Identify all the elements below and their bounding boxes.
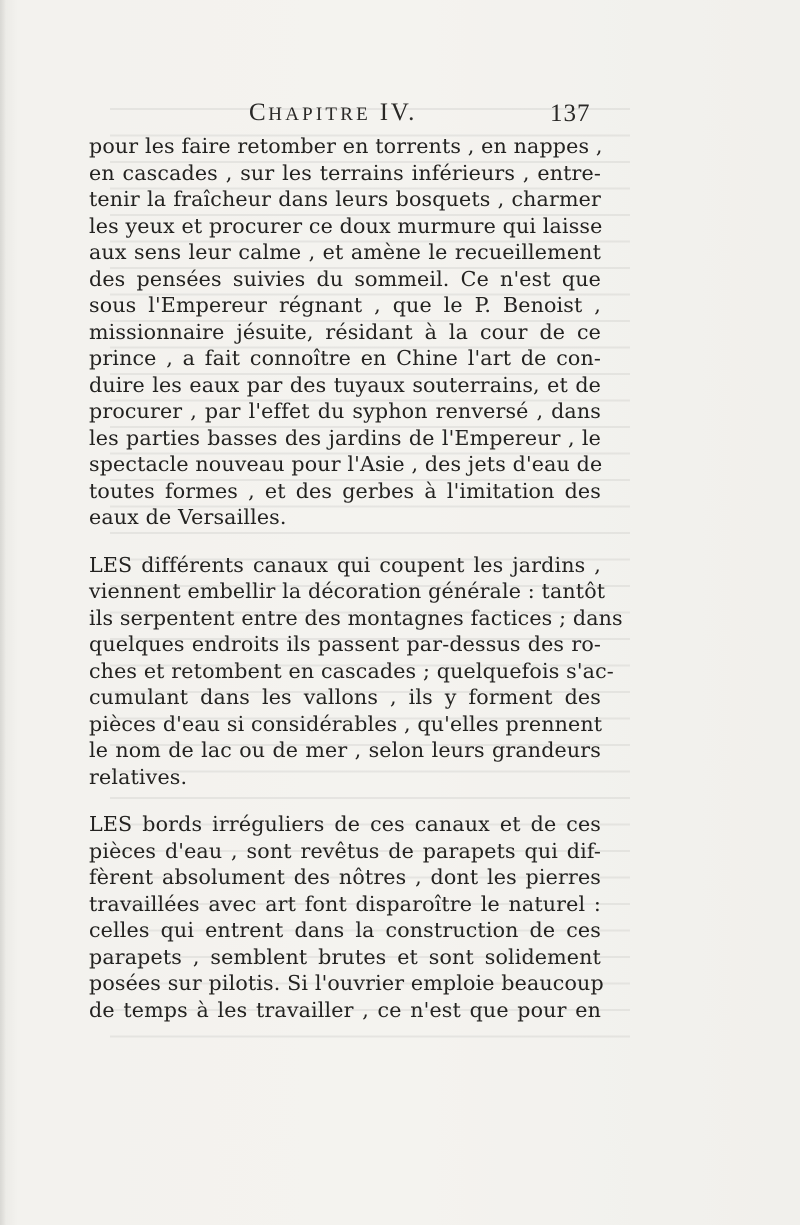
scan-shadow-edge: [0, 0, 6, 1225]
text-line: toutes formes , et des gerbes à l'imitation des: [89, 478, 601, 503]
chapter-number: IV.: [379, 99, 417, 126]
text-line: cumulant dans les vallons , ils y forment des: [89, 685, 601, 709]
text-line: prince , a fait connoître en Chine l'art de con-: [89, 346, 601, 370]
text-line: missionnaire jésuite, résidant à la cour de ce: [89, 319, 601, 344]
running-head: [249, 99, 417, 127]
text-line: pièces d'eau , sont revêtus de parapets qui dif-: [89, 838, 601, 863]
text-line: tenir la fraîcheur dans leurs bosquets , charmer: [89, 187, 601, 211]
text-line: spectacle nouveau pour l'Asie , des jets d'eau de: [89, 452, 603, 476]
chapter-word-caps: HAPITRE: [268, 104, 371, 125]
page-number: 137: [550, 100, 591, 127]
text-line: pour les faire retomber en torrents , en nappes ,: [89, 134, 603, 158]
text-line: ches et retombent en cascades ; quelquefois s'ac-: [89, 658, 614, 683]
text-line: LES bords irréguliers de ces canaux et de ces: [89, 812, 601, 836]
text-line: ils serpentent entre des montagnes factices ; dans: [89, 605, 623, 630]
text-line: sous l'Empereur régnant , que le P. Benoist ,: [89, 293, 601, 317]
text-line: pièces d'eau si considérables , qu'elles prennent: [89, 711, 603, 736]
text-line: eaux de Versailles.: [89, 505, 287, 529]
text-line: posées sur pilotis. Si l'ouvrier emploie beaucoup: [89, 971, 604, 995]
paragraph: [89, 133, 601, 531]
text-line: duire les eaux par des tuyaux souterrains, et de: [89, 372, 601, 397]
text-line: en cascades , sur les terrains inférieurs , entre-: [89, 160, 601, 185]
text-line: le nom de lac ou de mer , selon leurs grandeurs: [89, 738, 601, 762]
text-line: de temps à les travailler , ce n'est que pour en: [89, 997, 601, 1022]
page-header: [0, 99, 800, 135]
text-line: des pensées suivies du sommeil. Ce n'est que: [89, 266, 601, 291]
text-line: procurer , par l'effet du syphon renversé , dans: [89, 399, 601, 423]
text-line: relatives.: [89, 764, 188, 789]
text-line: viennent embellir la décoration générale : tantôt: [89, 579, 606, 603]
text-line: travaillées avec art font disparoître le naturel :: [89, 891, 601, 916]
text-line: aux sens leur calme , et amène le recueillement: [89, 240, 601, 264]
paragraph-gap: [89, 790, 601, 811]
paragraph: [89, 811, 604, 1023]
text-line: les parties basses des jardins de l'Empereur , le: [89, 425, 601, 450]
body-text: [89, 133, 623, 1023]
text-line: LES différents canaux qui coupent les jardins ,: [89, 552, 601, 577]
paragraph: [89, 552, 623, 791]
text-line: parapets , semblent brutes et sont solidement: [89, 944, 601, 969]
text-line: les yeux et procurer ce doux murmure qui laisse: [89, 213, 603, 238]
text-line: celles qui entrent dans la construction de ces: [89, 918, 601, 942]
text-line: fèrent absolument des nôtres , dont les pierres: [89, 865, 601, 889]
text-line: quelques endroits ils passent par-dessus des ro-: [89, 632, 601, 656]
chapter-initial: C: [249, 99, 269, 126]
paragraph-gap: [89, 531, 601, 552]
